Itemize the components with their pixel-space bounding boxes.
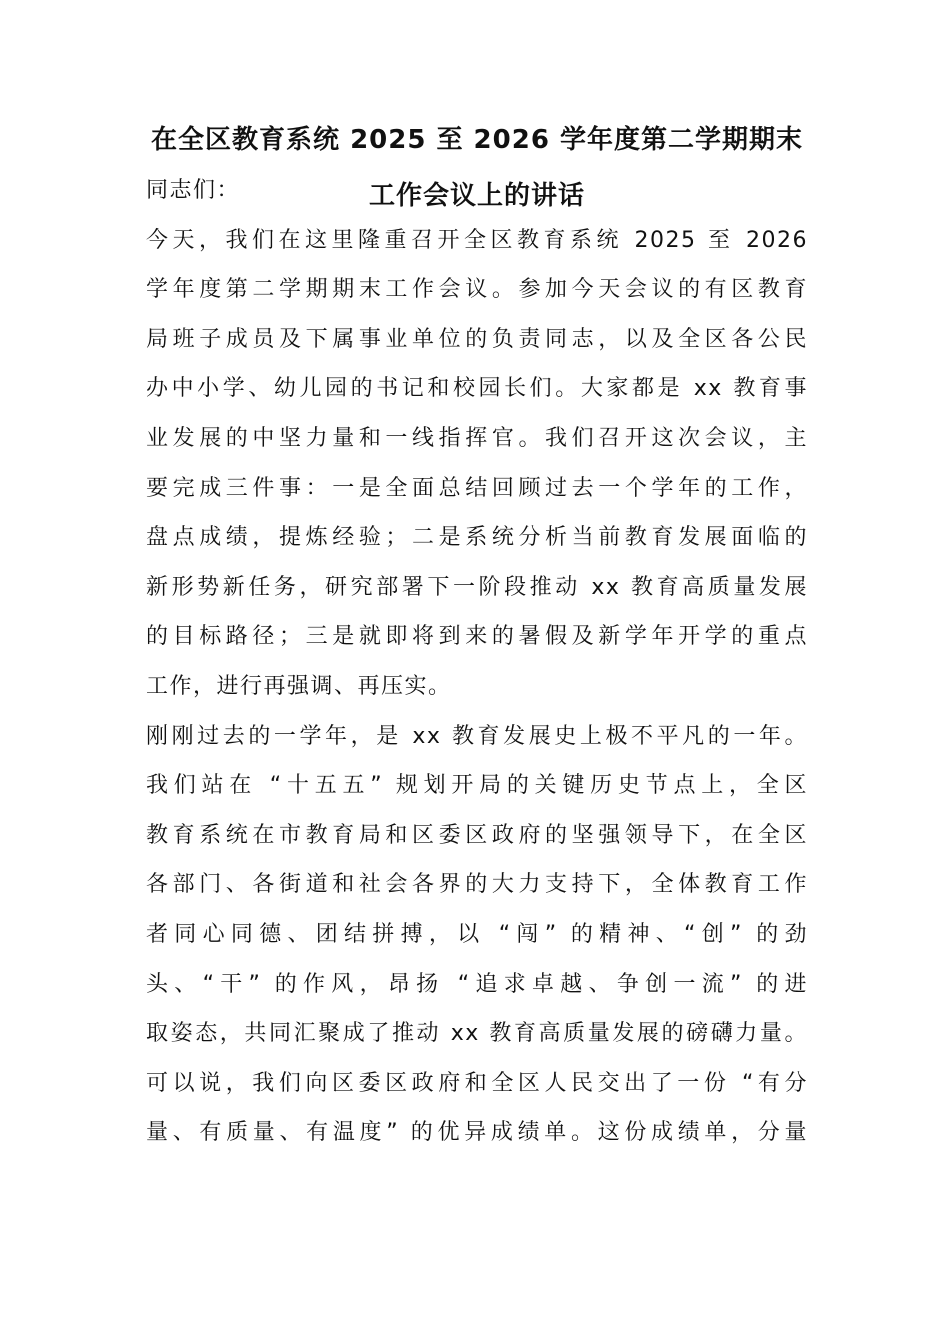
body-line: 我们站在 “十五五” 规划开局的关键历史节点上，全区 [146,773,808,799]
body-line: 取姿态，共同汇聚成了推动 xx 教育高质量发展的磅礴力量。 [146,1021,808,1047]
title-line-1: 在全区教育系统 2025 至 2026 学年度第二学期期末 [151,125,803,155]
body-line: 同志们： [146,178,241,203]
body-line: 局班子成员及下属事业单位的负责同志，以及全区各公民 [146,326,808,352]
body-line: 头、“干” 的作风，昂扬 “追求卓越、争创一流” 的进 [146,971,808,997]
body-line: 新形势新任务，研究部署下一阶段推动 xx 教育高质量发展 [146,574,808,600]
body-line: 业发展的中坚力量和一线指挥官。我们召开这次会议，主 [146,425,808,451]
body-line: 各部门、各街道和社会各界的大力支持下，全体教育工作 [146,872,808,898]
body-line: 办中小学、幼儿园的书记和校园长们。大家都是 xx 教育事 [146,376,808,402]
body-line: 可以说，我们向区委区政府和全区人民交出了一份 “有分 [146,1070,808,1096]
body-line: 要完成三件事：一是全面总结回顾过去一个学年的工作， [146,475,808,501]
document-body [146,166,816,1158]
body-line: 的目标路径；三是就即将到来的暑假及新学年开学的重点 [146,624,808,650]
body-line: 工作，进行再强调、再压实。 [146,673,452,699]
body-line: 学年度第二学期期末工作会议。参加今天会议的有区教育 [146,277,808,303]
body-line: 今天，我们在这里隆重召开全区教育系统 2025 至 2026 [146,227,808,253]
body-line: 量、有质量、有温度” 的优异成绩单。这份成绩单，分量 [146,1120,808,1146]
title-line-2: 工作会议上的讲话 [368,181,585,211]
body-line: 者同心同德、团结拼搏，以 “闯” 的精神、“创” 的劲 [146,921,808,947]
body-line: 刚刚过去的一学年，是 xx 教育发展史上极不平凡的一年。 [146,723,808,749]
body-line: 盘点成绩，提炼经验；二是系统分析当前教育发展面临的 [146,525,808,551]
body-line: 教育系统在市教育局和区委区政府的坚强领导下，在全区 [146,822,808,848]
